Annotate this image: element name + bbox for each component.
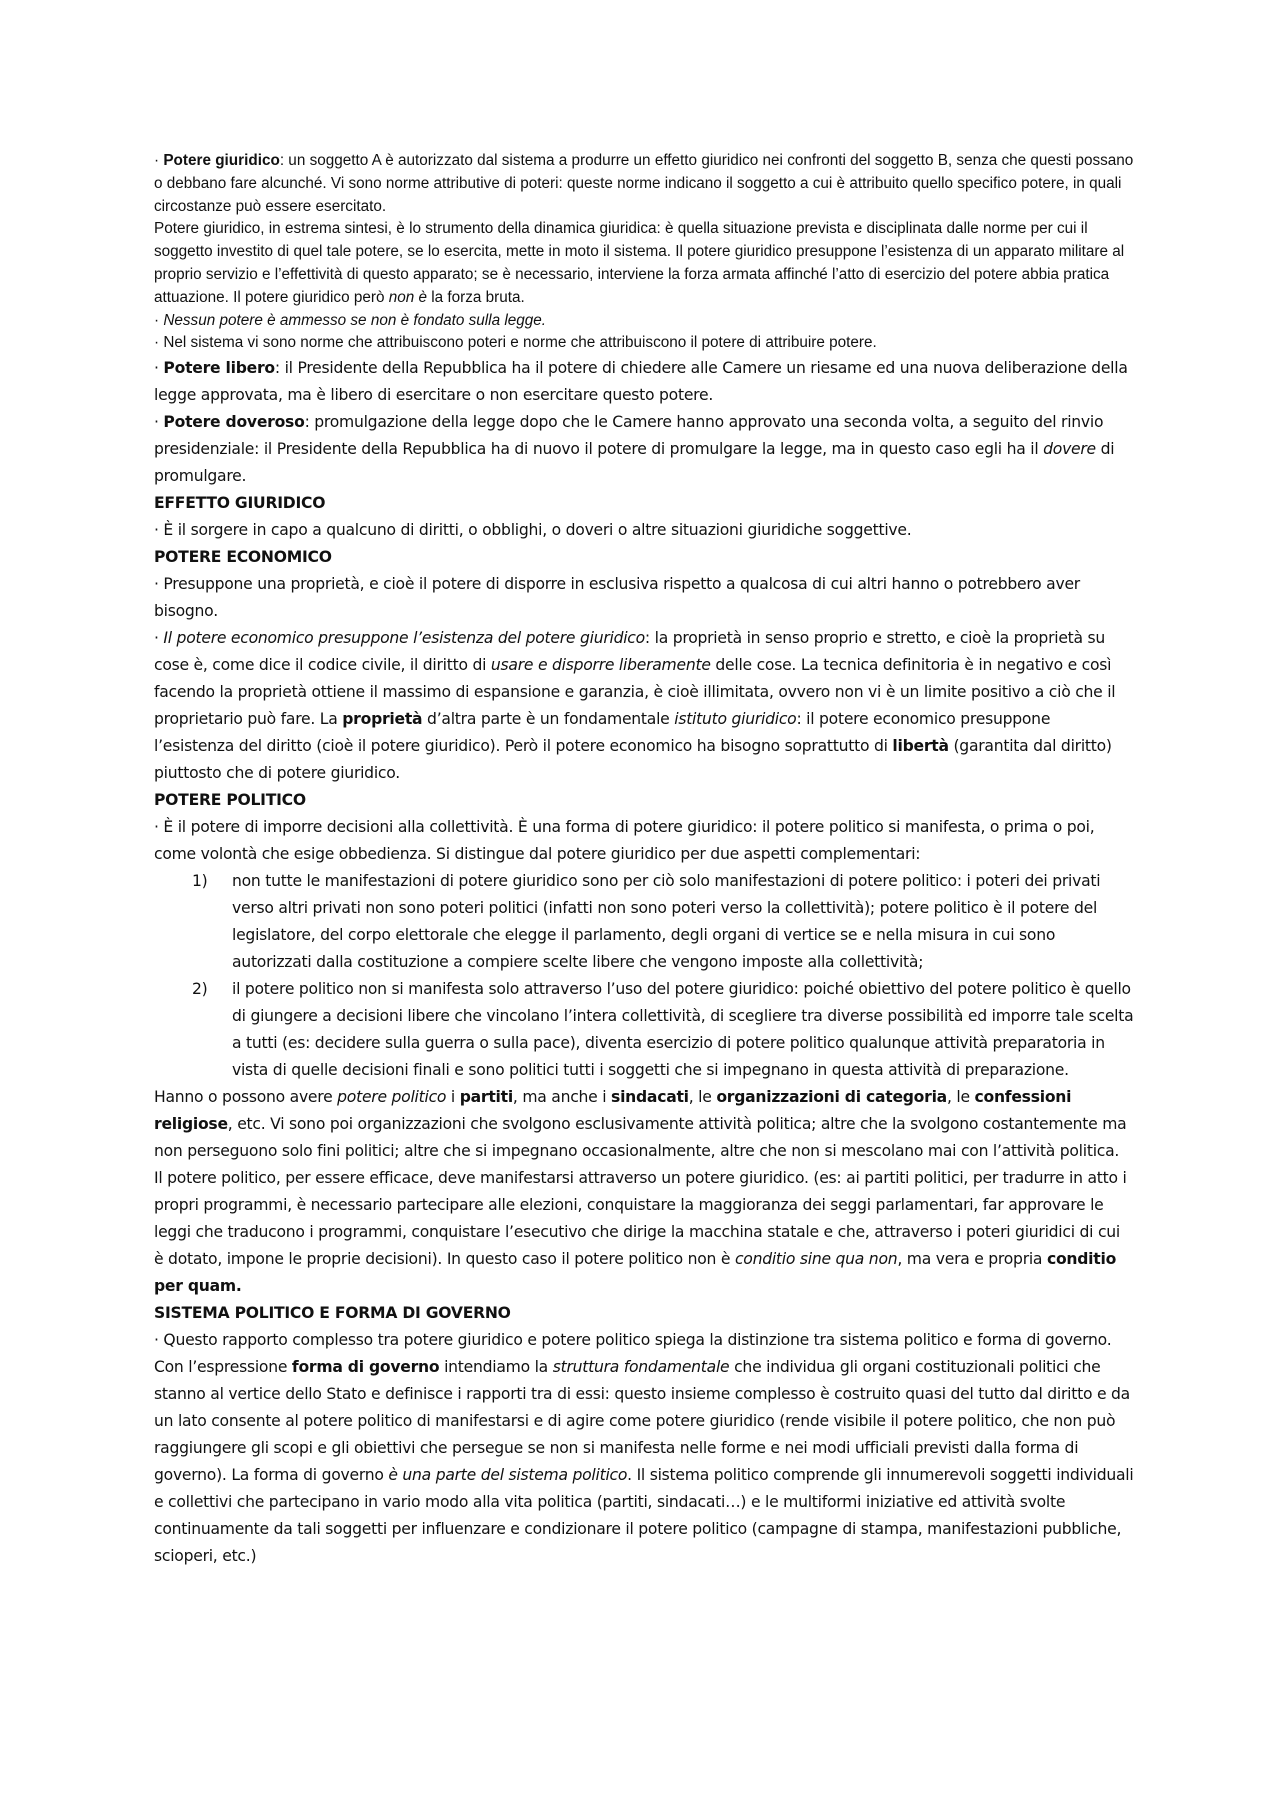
list-item: 1) non tutte le manifestazioni di potere giuridico sono per ciò solo manifestazioni di potere politico: i poteri dei privati verso altri privati non sono poteri politici (infatti non sono poteri verso la collettività); potere politico è il potere del legislatore, del corpo elettorale che elegge il parlamento, degli organi di vertice se e nella misura in cui sono autorizzati dalla costituzione a compiere scelte libere che vengono imposte alla collettività; bbox=[192, 872, 1101, 972]
heading-potere-politico: POTERE POLITICO bbox=[154, 791, 306, 810]
paragraph-potere-libero: · Potere libero: il Presidente della Repubblica ha il potere di chiedere alle Camere un riesame ed una nuova deliberazione della legge approvata, ma è libero di esercitare o non esercitare questo potere. bbox=[154, 359, 1128, 405]
paragraph-economico-1: · Presuppone una proprietà, e cioè il potere di disporre in esclusiva rispetto a qualcosa di cui altri hanno o potrebbero aver bisogno. bbox=[154, 575, 1080, 621]
paragraph-effetto-giuridico: · È il sorgere in capo a qualcuno di diritti, o obblighi, o doveri o altre situazioni giuridiche soggettive. bbox=[154, 521, 912, 540]
heading-potere-economico: POTERE ECONOMICO bbox=[154, 548, 332, 567]
term-potere-giuridico: Potere giuridico bbox=[163, 152, 280, 169]
term-potere-libero: Potere libero bbox=[163, 359, 275, 378]
term-potere-doveroso: Potere doveroso bbox=[163, 413, 305, 432]
paragraph-nessun-potere: · Nessun potere è ammesso se non è fondato sulla legge. bbox=[154, 311, 547, 329]
paragraph-economico-2: · Il potere economico presuppone l’esistenza del potere giuridico: la proprietà in senso proprio e stretto, e cioè la proprietà su cose è, come dice il codice civile, il diritto di usare e disporre liberamente delle cose. La tecnica definitoria è in negativo e così facendo la proprietà ottiene il massimo di espansione e garanzia, è cioè illimitata, ovvero non vi è un limite positivo a ciò che il proprietario può fare. La proprietà d’altra parte è un fondamentale istituto giuridico: il potere economico presuppone l’esistenza del diritto (cioè il potere giuridico). Però il potere economico ha bisogno soprattutto di libertà (garantita dal diritto) piuttosto che di potere giuridico. bbox=[154, 629, 1116, 783]
paragraph-potere-giuridico-sintesi: Potere giuridico, in estrema sintesi, è lo strumento della dinamica giuridica: è quella situazione prevista e disciplinata dalle norme per cui il soggetto investito di quel tale potere, se lo esercita, mette in moto il sistema. Il potere giuridico presuppone l’esistenza di un apparato militare al proprio servizio e l’effettività di questo apparato; se è necessario, interviene la forza armata affinché l’atto di esercizio del potere abbia pratica attuazione. Il potere giuridico però non è la forza bruta. bbox=[154, 220, 1125, 306]
list-item: 2) il potere politico non si manifesta solo attraverso l’uso del potere giuridico: poiché obiettivo del potere politico è quello di giungere a decisioni libere che vincolano l’intera collettività, di scegliere tra diverse possibilità ed imporre tale scelta a tutti (es: decidere sulla guerra o sulla pace), diventa esercizio di potere politico qualunque attività preparatoria in vista di quelle decisioni finali e sono politici tutti i soggetti che si impegnano in questa attività di preparazione. bbox=[192, 980, 1134, 1080]
section-main bbox=[154, 355, 1134, 1570]
numbered-list bbox=[154, 868, 1134, 1084]
document-page bbox=[154, 150, 1134, 1570]
heading-sistema-politico: SISTEMA POLITICO E FORMA DI GOVERNO bbox=[154, 1304, 511, 1323]
heading-effetto-giuridico: EFFETTO GIURIDICO bbox=[154, 494, 326, 513]
paragraph-potere-efficace: Il potere politico, per essere efficace, deve manifestarsi attraverso un potere giuridico. (es: ai partiti politici, per tradurre in atto i propri programmi, è necessario partecipare alle elezioni, conquistare la maggioranza dei seggi parlamentari, far approvare le leggi che traducono i programmi, conquistare l’esecutivo che dirige la macchina statale e che, attraverso i poteri giuridici di cui è dotato, impone le proprie decisioni). In questo caso il potere politico non è conditio sine qua non, ma vera e propria conditio per quam. bbox=[154, 1169, 1127, 1296]
paragraph-potere-giuridico: · Potere giuridico: un soggetto A è autorizzato dal sistema a produrre un effetto giuridico nei confronti del soggetto B, senza che questi possano o debbano fare alcunché. Vi sono norme attributive di poteri: queste norme indicano il soggetto a cui è attribuito quello specifico potere, in quali circostanze può essere esercitato. bbox=[154, 152, 1134, 215]
paragraph-soggetti-politici: Hanno o possono avere potere politico i partiti, ma anche i sindacati, le organizzazioni di categoria, le confessioni religiose, etc. Vi sono poi organizzazioni che svolgono esclusivamente attività politica; altre che la svolgono costantemente ma non perseguono solo fini politici; altre che si impegnano occasionalmente, altre che non si mescolano mai con l’attività politica. bbox=[154, 1088, 1127, 1161]
paragraph-politico-intro: · È il potere di imporre decisioni alla collettività. È una forma di potere giuridico: il potere politico si manifesta, o prima o poi, come volontà che esige obbedienza. Si distingue dal potere giuridico per due aspetti complementari: bbox=[154, 818, 1095, 864]
section-potere-giuridico bbox=[154, 150, 1134, 355]
paragraph-potere-doveroso: · Potere doveroso: promulgazione della legge dopo che le Camere hanno approvato una seconda volta, a seguito del rinvio presidenziale: il Presidente della Repubblica ha di nuovo il potere di promulgare la legge, ma in questo caso egli ha il dovere di promulgare. bbox=[154, 413, 1115, 486]
paragraph-sistema-politico: · Questo rapporto complesso tra potere giuridico e potere politico spiega la distinzione tra sistema politico e forma di governo. Con l’espressione forma di governo intendiamo la struttura fondamentale che individua gli organi costituzionali politici che stanno al vertice dello Stato e definisce i rapporti tra di essi: questo insieme complesso è costruito quasi del tutto dal diritto e da un lato consente al potere politico di manifestarsi e di agire come potere giuridico (rende visibile il potere politico, che non può raggiungere gli scopi e gli obiettivi che persegue se non si manifesta nelle forme e nei modi ufficiali previsti dalla forma di governo). La forma di governo è una parte del sistema politico. Il sistema politico comprende gli innumerevoli soggetti individuali e collettivi che partecipano in vario modo alla vita politica (partiti, sindacati…) e le multiformi iniziative ed attività svolte continuamente da tali soggetti per influenzare e condizionare il potere politico (campagne di stampa, manifestazioni pubbliche, scioperi, etc.) bbox=[154, 1331, 1134, 1566]
paragraph-norme-attributive: · Nel sistema vi sono norme che attribuiscono poteri e norme che attribuiscono il potere di attribuire potere. bbox=[154, 334, 877, 352]
